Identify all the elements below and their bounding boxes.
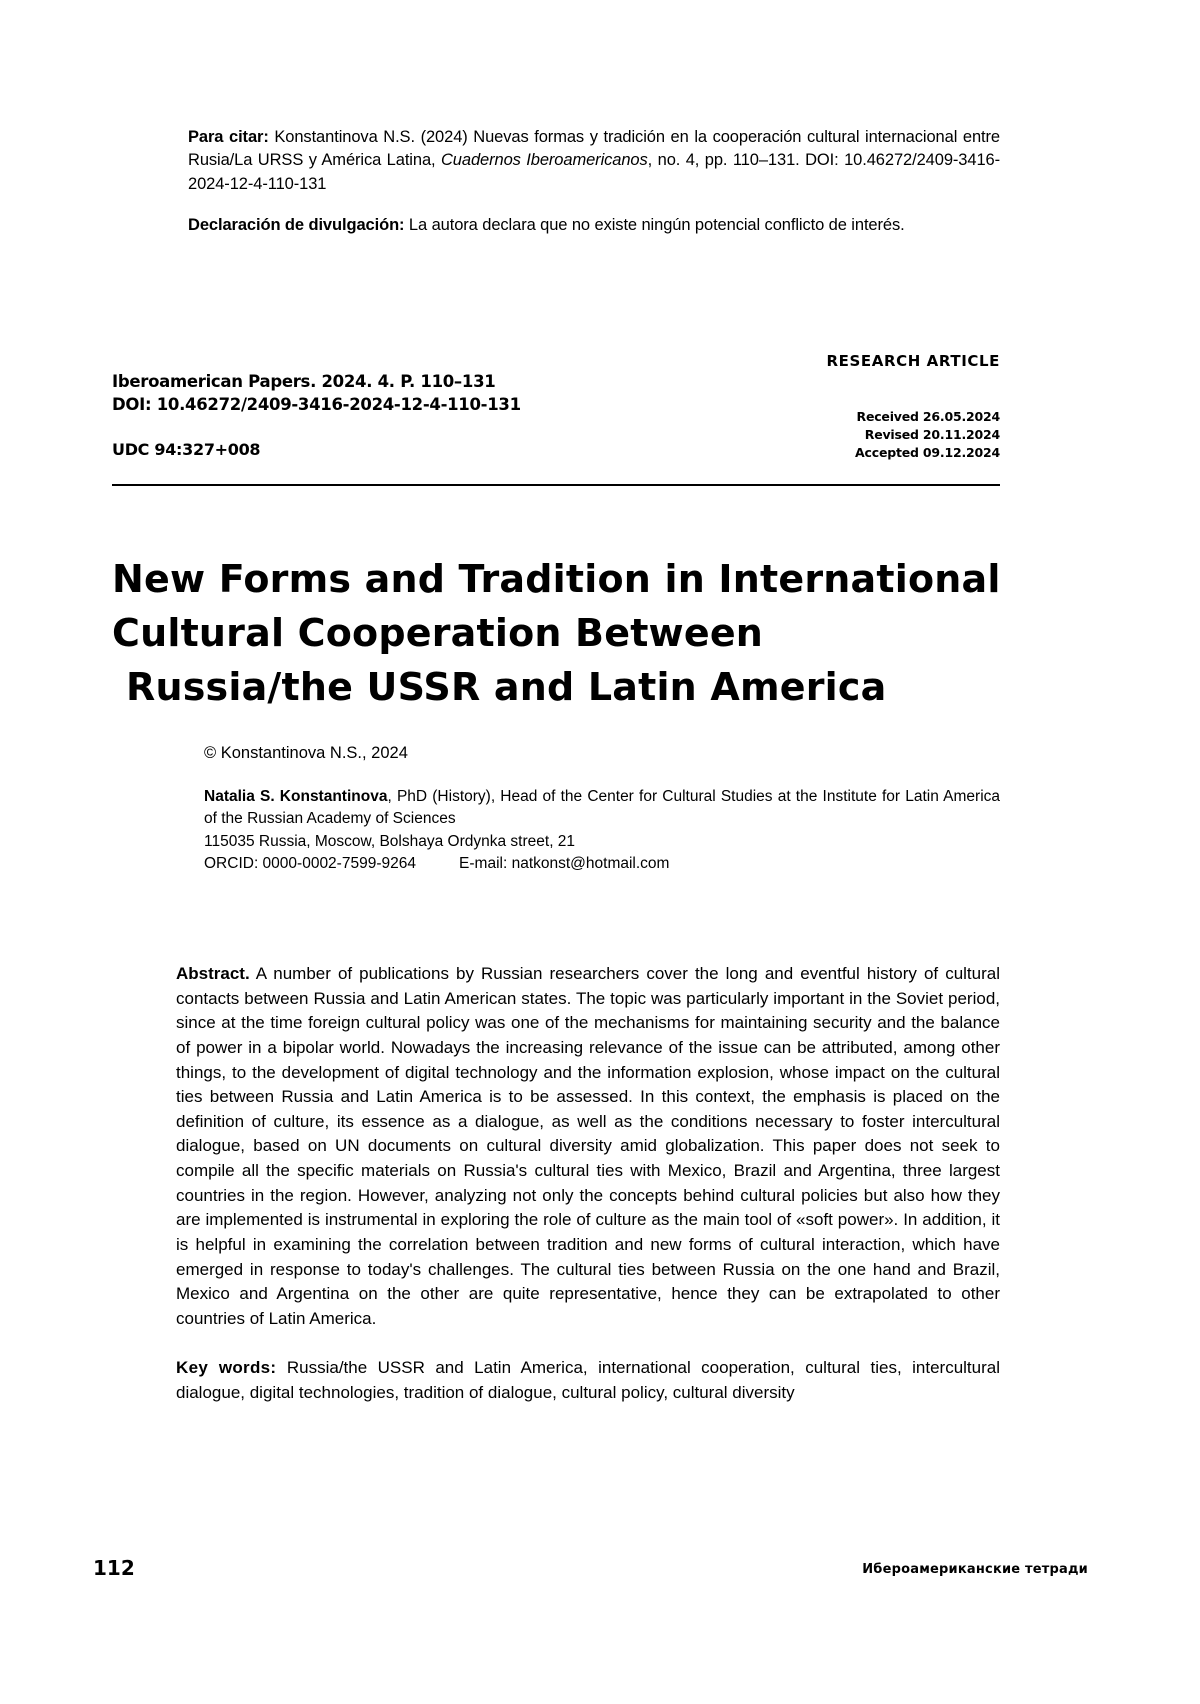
cite-paragraph: [188, 126, 1000, 196]
footer-page-number: 112: [93, 1556, 135, 1580]
received-date: Received 26.05.2024: [856, 409, 1000, 424]
journal-reference: [112, 371, 521, 417]
author-address: 115035 Russia, Moscow, Bolshaya Ordynka street, 21: [204, 832, 576, 850]
footer-journal-name: Ибероамериканские тетради: [862, 1562, 1088, 1577]
title-line-3: Russia/the USSR and Latin America: [126, 665, 887, 710]
accepted-date: Accepted 09.12.2024: [855, 445, 1000, 461]
cite-text-1: Konstantinova N.S. (2024) Nuevas formas y tradición en la cooperación cultural internacional entre Rusia/La URSS y América Latina,: [188, 128, 1000, 170]
abstract-label: Abstract.: [176, 964, 250, 983]
udc-code: UDC 94:327+008: [112, 440, 261, 459]
disclosure-label: Declaración de divulgación:: [188, 216, 405, 235]
cite-text-2: , no. 4, pp. 110–131. DOI: 10.46272/2409-3416-2024-12-4-110-131: [188, 151, 1000, 193]
title-line-2: Cultural Cooperation Between: [112, 611, 764, 656]
keywords-section: [176, 1356, 1000, 1405]
citation-block: [188, 126, 1000, 256]
abstract-section: [176, 962, 1000, 1332]
author-orcid-email-row: [204, 853, 1000, 875]
article-meta: [112, 352, 1000, 484]
header-divider: [112, 484, 1000, 486]
author-email: E-mail: natkonst@hotmail.com: [459, 855, 670, 873]
article-type-label: RESEARCH ARTICLE: [826, 352, 1000, 370]
author-orcid: ORCID: 0000-0002-7599-9264: [204, 855, 416, 873]
spacer: [416, 855, 459, 872]
disclosure-text: La autora declara que no existe ningún potencial conflicto de interés.: [404, 216, 905, 235]
title-line-1: New Forms and Tradition in International: [112, 557, 1001, 602]
author-block: [204, 786, 1000, 876]
revised-date: Revised 20.11.2024: [864, 427, 1000, 443]
author-affiliation: , PhD (History), Head of the Center for Cultural Studies at the Institute for Latin America of the Russian Academy of Sciences: [204, 788, 1001, 828]
journal-line: Iberoamerican Papers. 2024. 4. P. 110–131: [112, 372, 496, 391]
disclosure-paragraph: [188, 214, 1000, 237]
cite-label: Para citar:: [188, 128, 269, 146]
page-title: [112, 553, 1072, 715]
keywords-label: Key words:: [176, 1358, 277, 1377]
cite-journal: Cuadernos Iberoamericanos: [440, 151, 648, 170]
author-name: Natalia S. Konstantinova: [204, 788, 388, 805]
copyright-line: © Konstantinova N.S., 2024: [204, 744, 408, 762]
article-dates: [855, 408, 1000, 462]
author-affiliation-paragraph: [204, 786, 1000, 831]
keywords-text: Russia/the USSR and Latin America, international cooperation, cultural ties, intercultural dialogue, digital technologies, tradition of dialogue, cultural policy, cultural diversity: [176, 1358, 1000, 1402]
doi-line: DOI: 10.46272/2409-3416-2024-12-4-110-131: [112, 394, 521, 414]
abstract-text: A number of publications by Russian researchers cover the long and eventful history of cultural contacts between Russia and Latin American states. The topic was particularly important in the Soviet period, since at the time foreign cultural policy was one of the mechanisms for maintaining security and the balance of power in a bipolar world. Nowadays the increasing relevance of the issue can be attributed, among other things, to the development of digital technology and the information explosion, whose impact on the cultural ties between Russia and Latin America is to be assessed. In this context, the emphasis is placed on the definition of culture, its essence as a dialogue, as well as the conditions necessary to foster intercultural dialogue, based on UN documents on cultural diversity amid globalization. This paper does not seek to compile all the specific materials on Russia's cultural ties with Mexico, Brazil and Argentina, three largest countries in the region. However, analyzing not only the concepts behind cultural policies but also how they are implemented is instrumental in exploring the role of culture as the main tool of «soft power». In addition, it is helpful in examining the correlation between tradition and new forms of cultural interaction, which have emerged in response to today's challenges. The cultural ties between Russia on the one hand and Brazil, Mexico and Argentina on the other are quite representative, hence they can be extrapolated to other countries of Latin America.: [176, 964, 1000, 1328]
